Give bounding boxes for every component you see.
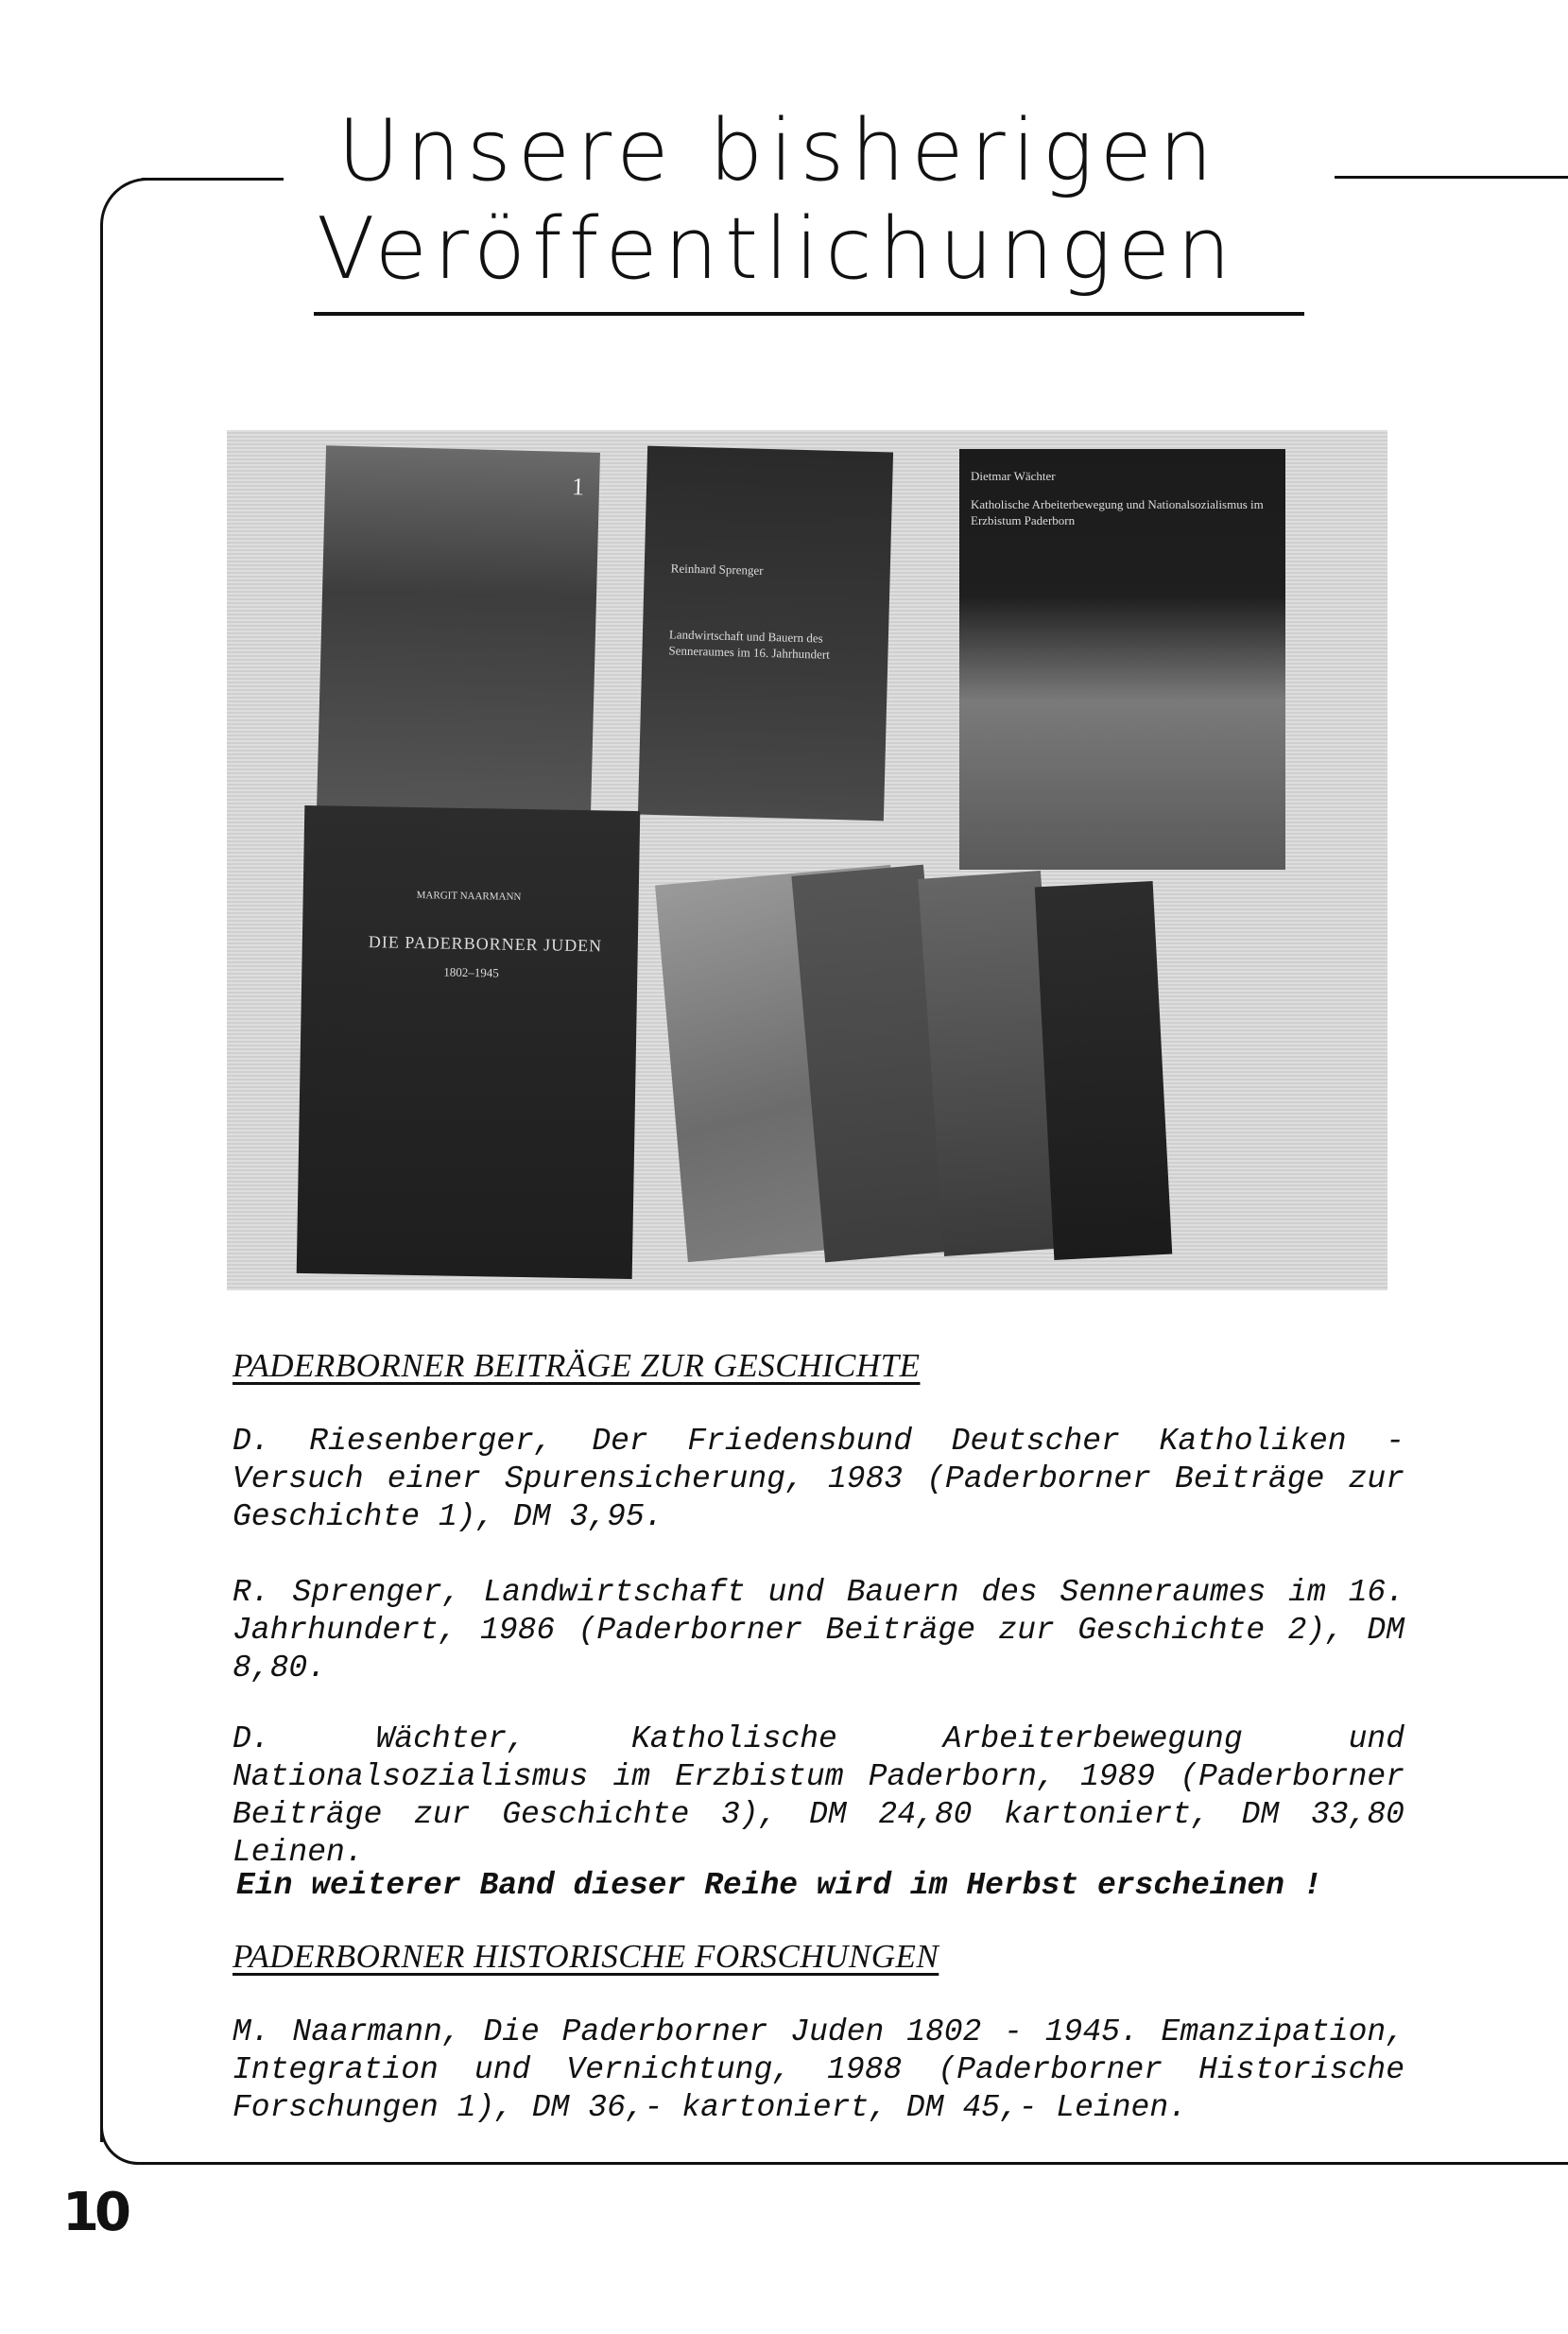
frame-line-left: [100, 223, 103, 2142]
book-cover-waechter: [959, 449, 1285, 870]
frame-line-top-right: [1335, 176, 1568, 179]
frame-corner-bottom-left: [100, 2127, 138, 2165]
book-author: Dietmar Wächter: [971, 469, 1056, 483]
frame-line-top-left: [142, 178, 284, 181]
frame-corner-top-left: [100, 178, 147, 225]
book-volume-number: 1: [571, 473, 585, 501]
book-cover-jahrbuch-4: [1035, 881, 1173, 1260]
book-title: Landwirtschaft und Bauern des Senneraumes im 16. Jahrhundert: [668, 627, 831, 662]
title-underline: [314, 312, 1304, 316]
page-title-line-2: Veröffentlichungen: [317, 199, 1238, 299]
publication-entry-sprenger: R. Sprenger, Landwirtschaft und Bauern des Senneraumes im 16. Jahrhundert, 1986 (Paderborner Beiträge zur Geschichte 2), DM 8,80.: [233, 1575, 1404, 1686]
book-author: Reinhard Sprenger: [670, 561, 764, 578]
publication-entry-riesenberger: D. Riesenberger, Der Friedensbund Deutscher Katholiken - Versuch einer Spurensicherung, 1983 (Paderborner Beiträge zur Geschichte 1), DM 3,95.: [233, 1424, 1404, 1534]
book-cover-sprenger: [638, 446, 893, 821]
book-title: DIE PADERBORNER JUDEN: [368, 932, 603, 956]
book-author: MARGIT NAARMANN: [416, 890, 522, 903]
book-title: Katholische Arbeiterbewegung und Nationalsozialismus im Erzbistum Paderborn: [971, 497, 1264, 527]
book-cover-beitraege-1: [317, 445, 600, 816]
publication-entry-naarmann: M. Naarmann, Die Paderborner Juden 1802 - 1945. Emanzipation, Integration und Vernichtung, 1988 (Paderborner Historische Forschungen 1), DM 36,- kartoniert, DM 45,- Leinen.: [233, 2014, 1404, 2125]
section-heading-forschungen: PADERBORNER HISTORISCHE FORSCHUNGEN: [233, 1938, 939, 1975]
page-title: [317, 102, 1318, 299]
publication-entry-waechter: D. Wächter, Katholische Arbeiterbewegung und Nationalsozialismus im Erzbistum Paderborn, 1989 (Paderborner Beiträge zur Geschichte 3), DM 24,80 kartoniert, DM 33,80 Leinen.: [233, 1721, 1404, 1870]
section-heading-beitraege: PADERBORNER BEITRÄGE ZUR GESCHICHTE: [233, 1347, 921, 1384]
books-photo: [227, 430, 1387, 1290]
book-years: 1802–1945: [443, 964, 499, 980]
book-cover-naarmann: [297, 805, 641, 1279]
page-number: 10: [62, 2182, 127, 2243]
announcement-note: Ein weiterer Band dieser Reihe wird im Herbst erscheinen !: [236, 1868, 1322, 1903]
frame-line-bottom: [136, 2162, 1568, 2165]
page-title-line-1: Unsere bisherigen: [337, 101, 1220, 200]
